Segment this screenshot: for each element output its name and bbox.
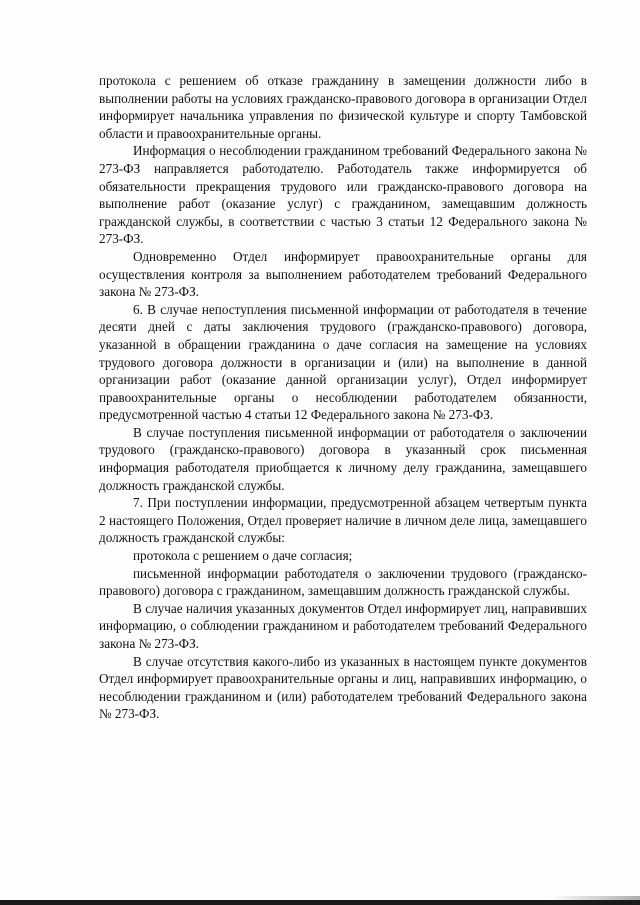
paragraph-item-7: 7. При поступлении информации, предусмотренной абзацем четвертым пункта 2 настоящего Положения, Отдел проверяет наличие в личном деле лица, замещавшего должность гражданской службы: <box>99 495 587 546</box>
paragraph-documents-absent: В случае отсутствия какого-либо из указанных в настоящем пункте документов Отдел информирует правоохранительные органы и лиц, направивших информацию, о несоблюдении гражданином и (или) работодателем требований Федерального закона № 273-ФЗ. <box>99 653 587 722</box>
paragraph-continuation: протокола с решением об отказе гражданину в замещении должности либо в выполнении работы на условиях гражданско-правового договора в организации Отдел информирует начальника управления по физической культуре и спорту Тамбовской области и правоохранительные органы. <box>99 73 587 141</box>
paragraph-law-enforcement: Одновременно Отдел информирует правоохранительные органы для осуществления контроля за выполнением работодателем требований Федерального закона № 273-ФЗ. <box>99 248 587 300</box>
paragraph-documents-present: В случае наличия указанных документов Отдел информирует лиц, направивших информацию, о соблюдении гражданином и работодателем требований Федерального закона № 273-ФЗ. <box>99 600 587 651</box>
paragraph-item-6: 6. В случае непоступления письменной информации от работодателя в течение десяти дней с даты заключения трудового (гражданско-правового) договора, указанной в обращении гражданина о даче согласия на замещение на условиях трудового договора должности в организации и (или) на выполнение в данной организации работ (оказание данной организации услуг), Отдел информирует правоохранительные органы о несоблюдении работодателем обязанности, предусмотренной частью 4 статьи 12 Федерального закона № 273-ФЗ. <box>99 301 587 423</box>
paragraph-item-7-protocol: протокола с решением о даче согласия; <box>133 548 353 564</box>
document-body <box>99 72 587 723</box>
paragraph-employer-notification: Информация о несоблюдении гражданином требований Федерального закона № 273-ФЗ направляется работодателю. Работодатель также информируется об обязательности прекращения трудового или гражданско-правового договора на выполнение работ (оказание услуг) с гражданином, замещавшим должность гражданской службы, в соответствии с частью 3 статьи 12 Федерального закона № 273-ФЗ. <box>99 143 587 247</box>
paragraph-item-7-written-info: письменной информации работодателя о заключении трудового (гражданско-правового) договора с гражданином, замещавшим должность гражданской службы. <box>99 565 587 599</box>
paragraph-item-6-receipt: В случае поступления письменной информации от работодателя о заключении трудового (гражданско-правового) договора в указанный срок письменная информация работодателя приобщается к личному делу гражданина, замещавшего должность гражданской службы. <box>99 424 587 493</box>
scan-bottom-border <box>0 900 640 905</box>
